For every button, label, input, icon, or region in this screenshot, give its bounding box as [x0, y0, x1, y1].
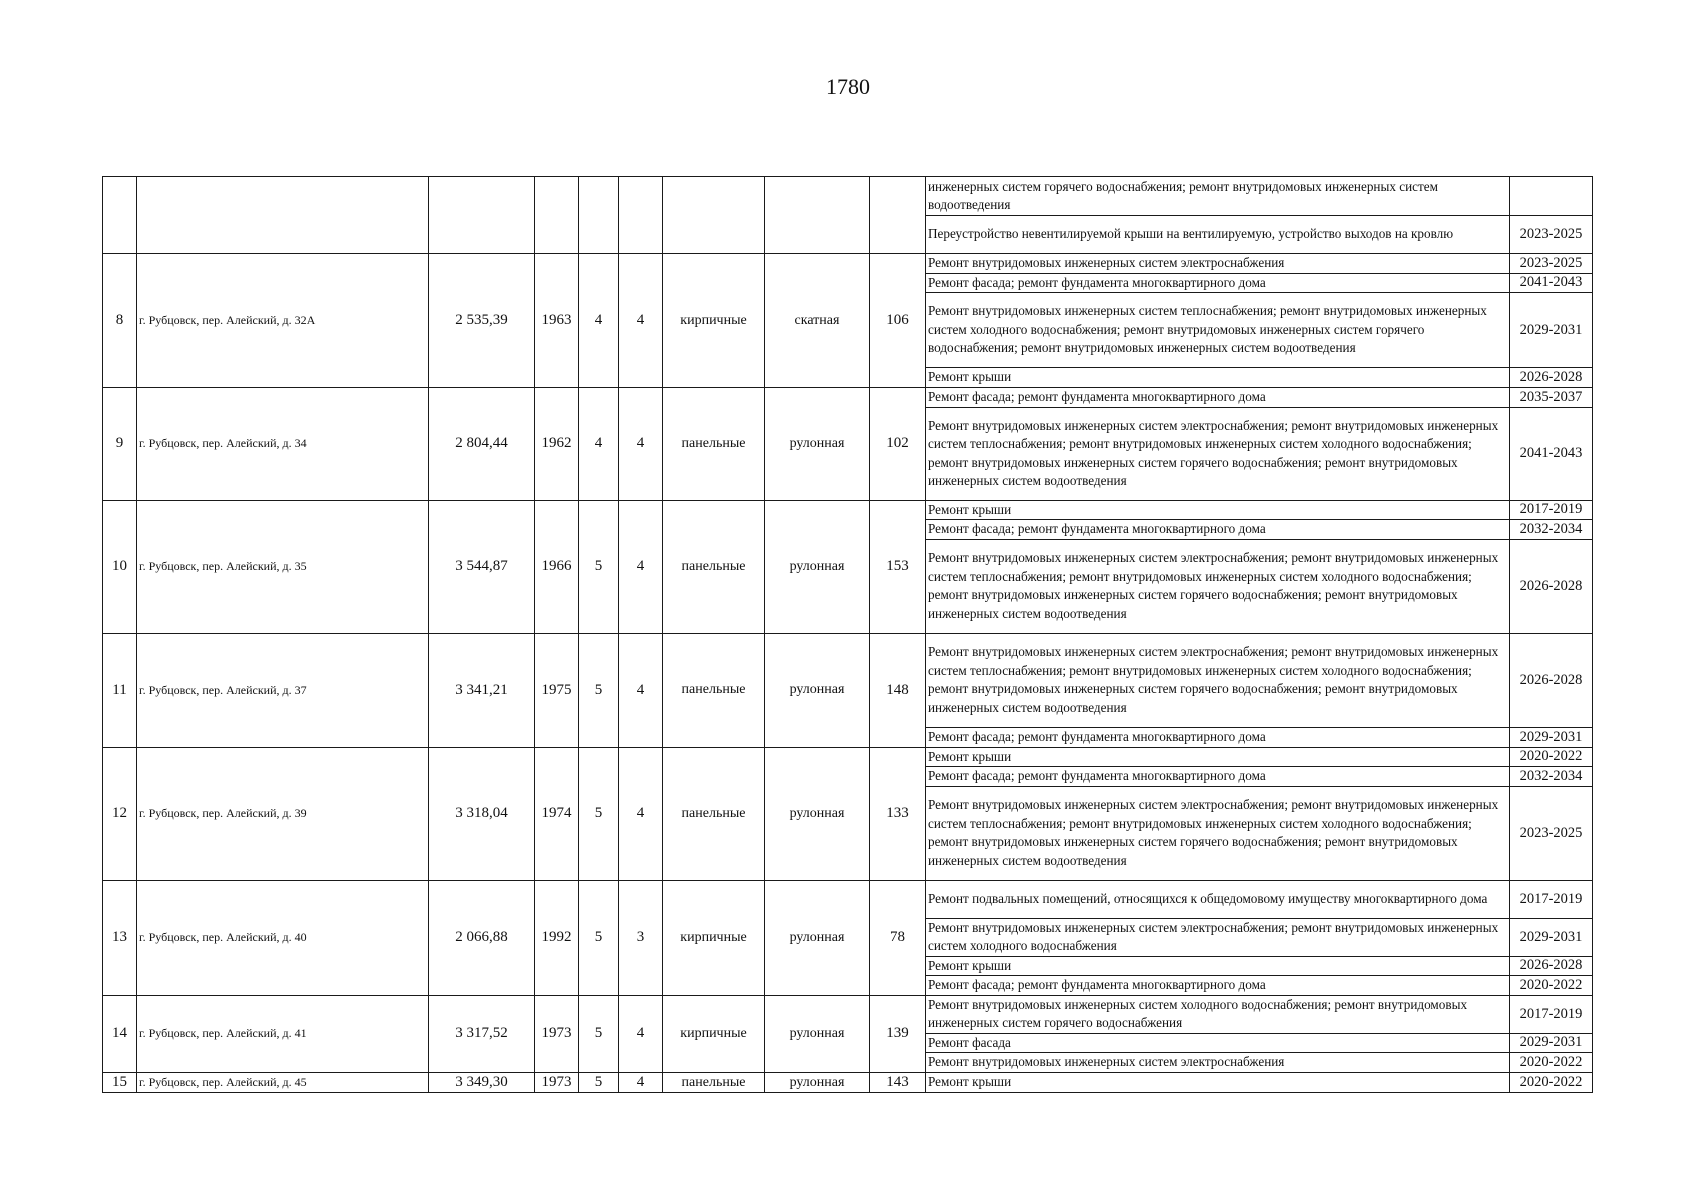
floors-cell: 5 [579, 747, 619, 880]
work-description-cell: Ремонт фасада; ремонт фундамента многоквартирного дома [926, 273, 1510, 293]
work-description-cell: Ремонт внутридомовых инженерных систем холодного водоснабжения; ремонт внутридомовых инженерных систем горячего водоснабжения [926, 995, 1510, 1033]
work-period-cell [1510, 177, 1593, 216]
row-index: 11 [103, 633, 137, 747]
work-description-cell: Ремонт крыши [926, 368, 1510, 388]
work-period-cell: 2020-2022 [1510, 976, 1593, 996]
work-period-cell: 2029-2031 [1510, 727, 1593, 747]
row-index [103, 177, 137, 254]
work-period-cell: 2017-2019 [1510, 500, 1593, 520]
walls-material-cell: кирпичные [663, 995, 765, 1073]
work-description-cell: Переустройство невентилируемой крыши на вентилируемую, устройство выходов на кровлю [926, 216, 1510, 254]
work-period-cell: 2017-2019 [1510, 995, 1593, 1033]
residents-cell [870, 177, 926, 254]
year-cell: 1973 [535, 995, 579, 1073]
walls-material-cell [663, 177, 765, 254]
walls-material-cell: панельные [663, 388, 765, 501]
residents-cell: 102 [870, 388, 926, 501]
work-description-cell: Ремонт внутридомовых инженерных систем электроснабжения [926, 1053, 1510, 1073]
address-cell: г. Рубцовск, пер. Алейский, д. 35 [137, 500, 429, 633]
work-description-cell: Ремонт крыши [926, 1073, 1510, 1093]
entrances-cell [619, 177, 663, 254]
floors-cell: 4 [579, 254, 619, 388]
entrances-cell: 4 [619, 995, 663, 1073]
work-period-cell: 2020-2022 [1510, 747, 1593, 767]
work-period-cell: 2026-2028 [1510, 956, 1593, 976]
roof-type-cell [765, 177, 870, 254]
roof-type-cell: рулонная [765, 747, 870, 880]
work-description-cell: Ремонт фасада; ремонт фундамента многоквартирного дома [926, 520, 1510, 540]
address-cell: г. Рубцовск, пер. Алейский, д. 39 [137, 747, 429, 880]
row-index: 14 [103, 995, 137, 1073]
year-cell: 1975 [535, 633, 579, 747]
work-period-cell: 2041-2043 [1510, 273, 1593, 293]
year-cell: 1966 [535, 500, 579, 633]
row-index: 13 [103, 880, 137, 995]
table-row [103, 880, 1593, 918]
work-description-cell: Ремонт подвальных помещений, относящихся к общедомовому имуществу многоквартирного дома [926, 880, 1510, 918]
floors-cell: 5 [579, 633, 619, 747]
area-cell [429, 177, 535, 254]
table-row [103, 1073, 1593, 1093]
roof-type-cell: рулонная [765, 1073, 870, 1093]
roof-type-cell: рулонная [765, 880, 870, 995]
year-cell: 1962 [535, 388, 579, 501]
table-row [103, 254, 1593, 274]
roof-type-cell: скатная [765, 254, 870, 388]
work-period-cell: 2020-2022 [1510, 1053, 1593, 1073]
work-period-cell: 2029-2031 [1510, 293, 1593, 368]
repair-schedule-table [102, 176, 1593, 1093]
entrances-cell: 3 [619, 880, 663, 995]
work-description-cell: Ремонт фасада [926, 1033, 1510, 1053]
work-period-cell: 2029-2031 [1510, 918, 1593, 956]
work-description-cell: Ремонт внутридомовых инженерных систем электроснабжения [926, 254, 1510, 274]
floors-cell: 5 [579, 1073, 619, 1093]
work-description-cell: Ремонт крыши [926, 747, 1510, 767]
work-period-cell: 2020-2022 [1510, 1073, 1593, 1093]
area-cell: 2 804,44 [429, 388, 535, 501]
residents-cell: 143 [870, 1073, 926, 1093]
residents-cell: 106 [870, 254, 926, 388]
walls-material-cell: кирпичные [663, 254, 765, 388]
work-period-cell: 2026-2028 [1510, 633, 1593, 727]
entrances-cell: 4 [619, 500, 663, 633]
row-index: 9 [103, 388, 137, 501]
work-description-cell: Ремонт внутридомовых инженерных систем электроснабжения; ремонт внутридомовых инженерных систем теплоснабжения; ремонт внутридомовых инженерных систем холодного водоснабжения; ремонт внутридомовых инженерных систем горячего водоснабжения; ремонт внутридомовых инженерных систем водоотведения [926, 786, 1510, 880]
address-cell: г. Рубцовск, пер. Алейский, д. 40 [137, 880, 429, 995]
work-period-cell: 2023-2025 [1510, 216, 1593, 254]
work-description-cell: Ремонт крыши [926, 956, 1510, 976]
walls-material-cell: панельные [663, 500, 765, 633]
row-index: 8 [103, 254, 137, 388]
address-cell: г. Рубцовск, пер. Алейский, д. 45 [137, 1073, 429, 1093]
work-description-cell: Ремонт внутридомовых инженерных систем электроснабжения; ремонт внутридомовых инженерных систем холодного водоснабжения [926, 918, 1510, 956]
floors-cell [579, 177, 619, 254]
walls-material-cell: кирпичные [663, 880, 765, 995]
work-description-cell: Ремонт внутридомовых инженерных систем электроснабжения; ремонт внутридомовых инженерных систем теплоснабжения; ремонт внутридомовых инженерных систем холодного водоснабжения; ремонт внутридомовых инженерных систем горячего водоснабжения; ремонт внутридомовых инженерных систем водоотведения [926, 633, 1510, 727]
roof-type-cell: рулонная [765, 995, 870, 1073]
entrances-cell: 4 [619, 254, 663, 388]
walls-material-cell: панельные [663, 1073, 765, 1093]
page-number: 1780 [826, 74, 870, 99]
work-description-cell: Ремонт внутридомовых инженерных систем электроснабжения; ремонт внутридомовых инженерных систем теплоснабжения; ремонт внутридомовых инженерных систем холодного водоснабжения; ремонт внутридомовых инженерных систем горячего водоснабжения; ремонт внутридомовых инженерных систем водоотведения [926, 407, 1510, 500]
address-cell: г. Рубцовск, пер. Алейский, д. 37 [137, 633, 429, 747]
work-period-cell: 2023-2025 [1510, 786, 1593, 880]
work-description-cell: Ремонт фасада; ремонт фундамента многоквартирного дома [926, 767, 1510, 787]
work-period-cell: 2026-2028 [1510, 539, 1593, 633]
residents-cell: 78 [870, 880, 926, 995]
area-cell: 2 535,39 [429, 254, 535, 388]
roof-type-cell: рулонная [765, 388, 870, 501]
year-cell [535, 177, 579, 254]
area-cell: 3 341,21 [429, 633, 535, 747]
work-period-cell: 2029-2031 [1510, 1033, 1593, 1053]
work-period-cell: 2032-2034 [1510, 520, 1593, 540]
work-description-cell: Ремонт фасада; ремонт фундамента многоквартирного дома [926, 388, 1510, 408]
roof-type-cell: рулонная [765, 500, 870, 633]
residents-cell: 148 [870, 633, 926, 747]
table-row [103, 177, 1593, 216]
walls-material-cell: панельные [663, 633, 765, 747]
roof-type-cell: рулонная [765, 633, 870, 747]
address-cell: г. Рубцовск, пер. Алейский, д. 41 [137, 995, 429, 1073]
year-cell: 1992 [535, 880, 579, 995]
address-cell: г. Рубцовск, пер. Алейский, д. 34 [137, 388, 429, 501]
work-period-cell: 2035-2037 [1510, 388, 1593, 408]
entrances-cell: 4 [619, 747, 663, 880]
table-row [103, 388, 1593, 408]
row-index: 15 [103, 1073, 137, 1093]
entrances-cell: 4 [619, 633, 663, 747]
work-period-cell: 2023-2025 [1510, 254, 1593, 274]
address-cell [137, 177, 429, 254]
address-cell: г. Рубцовск, пер. Алейский, д. 32А [137, 254, 429, 388]
year-cell: 1973 [535, 1073, 579, 1093]
residents-cell: 139 [870, 995, 926, 1073]
work-period-cell: 2017-2019 [1510, 880, 1593, 918]
floors-cell: 5 [579, 995, 619, 1073]
walls-material-cell: панельные [663, 747, 765, 880]
area-cell: 3 318,04 [429, 747, 535, 880]
work-description-cell: Ремонт фасада; ремонт фундамента многоквартирного дома [926, 976, 1510, 996]
table-row [103, 747, 1593, 767]
year-cell: 1963 [535, 254, 579, 388]
year-cell: 1974 [535, 747, 579, 880]
row-index: 12 [103, 747, 137, 880]
area-cell: 2 066,88 [429, 880, 535, 995]
floors-cell: 4 [579, 388, 619, 501]
work-description-cell: Ремонт фасада; ремонт фундамента многоквартирного дома [926, 727, 1510, 747]
floors-cell: 5 [579, 880, 619, 995]
work-description-cell: Ремонт внутридомовых инженерных систем электроснабжения; ремонт внутридомовых инженерных систем теплоснабжения; ремонт внутридомовых инженерных систем холодного водоснабжения; ремонт внутридомовых инженерных систем горячего водоснабжения; ремонт внутридомовых инженерных систем водоотведения [926, 539, 1510, 633]
work-period-cell: 2026-2028 [1510, 368, 1593, 388]
row-index: 10 [103, 500, 137, 633]
area-cell: 3 349,30 [429, 1073, 535, 1093]
table-row [103, 995, 1593, 1033]
area-cell: 3 544,87 [429, 500, 535, 633]
table-row [103, 500, 1593, 520]
table-row [103, 633, 1593, 727]
work-period-cell: 2032-2034 [1510, 767, 1593, 787]
work-description-cell: инженерных систем горячего водоснабжения; ремонт внутридомовых инженерных систем водоотведения [926, 177, 1510, 216]
floors-cell: 5 [579, 500, 619, 633]
residents-cell: 133 [870, 747, 926, 880]
area-cell: 3 317,52 [429, 995, 535, 1073]
entrances-cell: 4 [619, 388, 663, 501]
work-description-cell: Ремонт крыши [926, 500, 1510, 520]
work-period-cell: 2041-2043 [1510, 407, 1593, 500]
work-description-cell: Ремонт внутридомовых инженерных систем теплоснабжения; ремонт внутридомовых инженерных систем холодного водоснабжения; ремонт внутридомовых инженерных систем горячего водоснабжения; ремонт внутридомовых инженерных систем водоотведения [926, 293, 1510, 368]
residents-cell: 153 [870, 500, 926, 633]
entrances-cell: 4 [619, 1073, 663, 1093]
